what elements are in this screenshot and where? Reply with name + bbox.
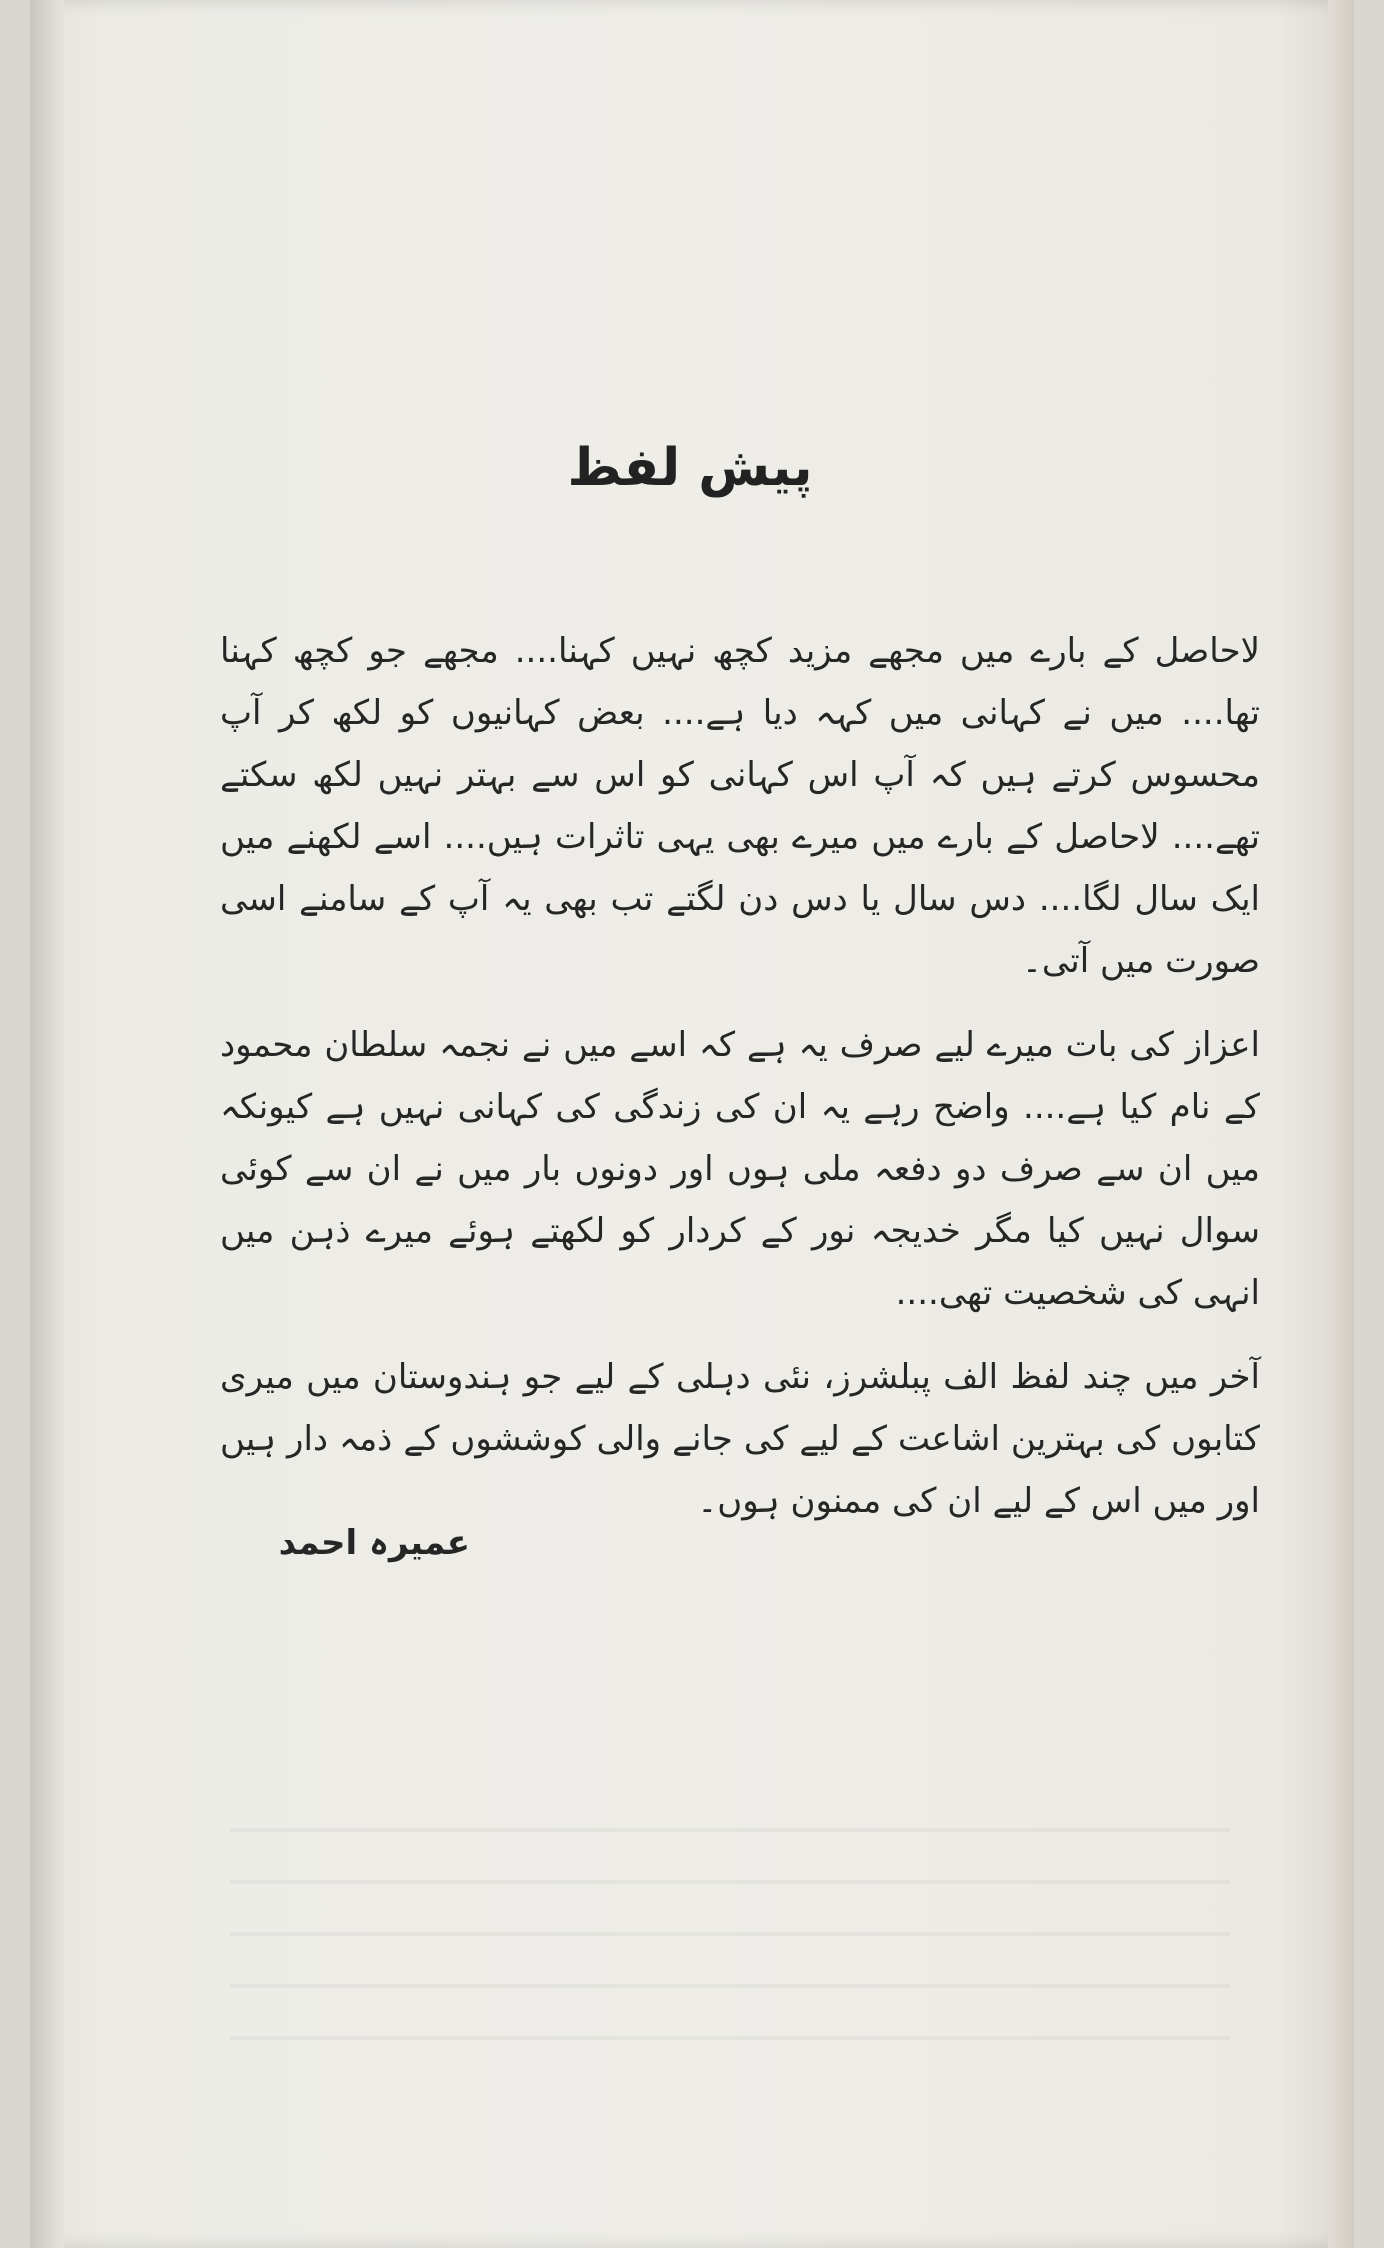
paragraph-1: لاحاصل کے بارے میں مجھے مزید کچھ نہیں کہنا.... مجھے جو کچھ کہنا تھا.... میں نے کہانی میں کہہ دیا ہے.... بعض کہانیوں کو لکھ کر آپ محسوس کرتے ہیں کہ آپ اس کہانی کو اس سے بہتر نہیں لکھ سکتے تھے.... لاحاصل کے بارے میں میرے بھی یہی تاثرات ہیں.... اسے لکھنے میں ایک سال لگا.... دس سال یا دس دن لگتے تب بھی یہ آپ کے سامنے اسی صورت میں آتی۔	[220, 631, 1260, 981]
paragraph-2: اعزاز کی بات میرے لیے صرف یہ ہے کہ اسے میں نے نجمہ سلطان محمود کے نام کیا ہے.... واضح رہے یہ ان کی زندگی کی کہانی نہیں ہے کیونکہ میں ان سے صرف دو دفعہ ملی ہوں اور دونوں بار میں نے ان سے کوئی سوال نہیں کیا مگر خدیجہ نور کے کردار کو لکھتے ہوئے میرے ذہن میں انہی کی شخصیت تھی....	[220, 1025, 1260, 1313]
page-edge-shadow	[1328, 0, 1354, 2248]
page-title: پیش لفظ	[567, 438, 813, 498]
preface-body	[220, 620, 1260, 1554]
author-signature: عمیرہ احمد	[278, 1523, 470, 1563]
page-gutter-shadow	[30, 0, 64, 2248]
reverse-side-bleed-through	[230, 1780, 1230, 2080]
paragraph-3: آخر میں چند لفظ الف پبلشرز، نئی دہلی کے لیے جو ہندوستان میں میری کتابوں کی بہترین اشاعت کے لیے کی جانے والی کوششوں کے ذمہ دار ہیں اور میں اس کے لیے ان کی ممنون ہوں۔	[220, 1357, 1260, 1521]
book-page	[30, 0, 1354, 2248]
